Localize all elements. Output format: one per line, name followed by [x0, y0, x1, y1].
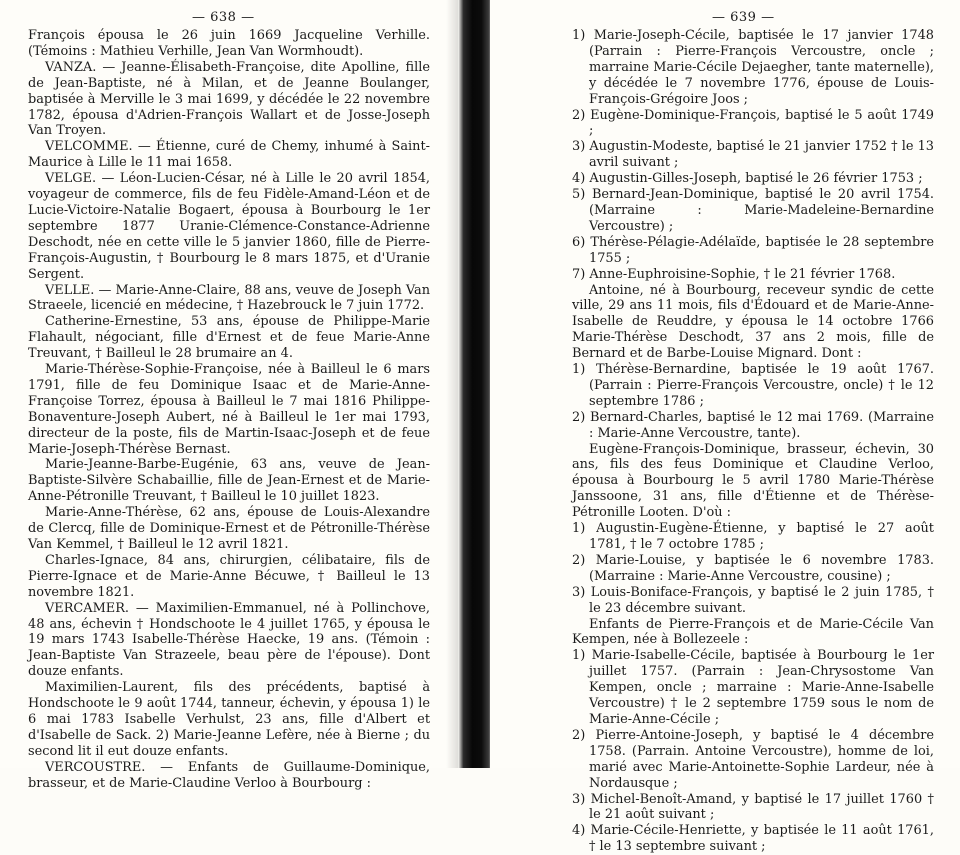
paragraph: 2) Pierre-Antoine-Joseph, y baptisé le 4 décembre 1758. (Parrain. Antoine Vercoustre), homme de loi, marié avec Marie-Antoinette-Sophie Lardeur, née à Nordausque ; — [572, 727, 934, 791]
paragraph: 1) Thérèse-Bernardine, baptisée le 19 août 1767. (Parrain : Pierre-François Vercoustre, oncle) † le 12 septembre 1786 ; — [572, 362, 934, 409]
paragraph: 7) Anne-Euphroisine-Sophie, † le 21 février 1768. — [572, 266, 896, 282]
paragraph: VELCOMME. — Étienne, curé de Chemy, inhumé à Saint-Maurice à Lille le 11 mai 1658. — [28, 139, 430, 171]
paragraph: Marie-Thérèse-Sophie-Françoise, née à Bailleul le 6 mars 1791, fille de feu Dominique Isaac et de Marie-Anne-Françoise Torrez, épousa à Bailleul le 7 mai 1816 Philippe-Bonaventure-Joseph Aubert, né à Bailleul le 1er mai 1793, directeur de la poste, fils de Martin-Isaac-Joseph et de feue Marie-Joseph-Thérèse Bernast. — [28, 362, 430, 457]
paragraph: 3) Michel-Benoît-Amand, y baptisé le 17 juillet 1760 † le 21 août suivant ; — [572, 791, 934, 823]
paragraph: Eugène-François-Dominique, brasseur, échevin, 30 ans, fils des feus Dominique et Claudine Verloo, épousa à Bourbourg le 5 avril 1780 Marie-Thérèse Janssoone, 31 ans, fille d'Étienne et de Thérèse-Pétronille Looten. D'où : — [572, 441, 934, 521]
paragraph: Enfants de Pierre-François et de Marie-Cécile Van Kempen, née à Bollezeele : — [572, 616, 934, 648]
paragraph: 1) Augustin-Eugène-Étienne, y baptisé le 27 août 1781, † le 7 octobre 1785 ; — [572, 521, 934, 552]
paragraph: Marie-Jeanne-Barbe-Eugénie, 63 ans, veuve de Jean-Baptiste-Silvère Schabaillie, fille de Jean-Ernest et de Marie-Anne-Pétronille Treuvant, † Bailleul le 10 juillet 1823. — [28, 457, 430, 505]
paragraph: 1) Marie-Joseph-Cécile, baptisée le 17 janvier 1748 (Parrain : Pierre-François Vercoustre, oncle ; marraine Marie-Cécile Dejaegher, tante maternelle), y décédée le 7 novembre 1776, épouse de Louis-François-Grégoire Joos ; — [572, 28, 934, 107]
paragraph: VANZA. — Jeanne-Élisabeth-Françoise, dite Apolline, fille de Jean-Baptiste, né à Milan, et de Jeanne Boulanger, baptisée à Merville le 3 mai 1699, y décédée le 22 novembre 1782, épousa d'Adrien-François Wallart et de Josse-Joseph Van Troyen. — [28, 59, 430, 139]
paragraph: 5) Bernard-Jean-Dominique, baptisé le 20 avril 1754. (Marraine : Marie-Madeleine-Bernardine Vercoustre) ; — [572, 187, 934, 234]
page-text — [28, 28, 430, 792]
paragraph: VERCAMER. — Maximilien-Emmanuel, né à Pollinchove, 48 ans, échevin † Hondschoote le 4 juillet 1765, y épousa le 19 mars 1743 Isabelle-Thérèse Haecke, 19 ans. (Témoin : Jean-Baptiste Van Strazeele, beau père de l'épouse). Dont douze enfants. — [28, 600, 430, 680]
paragraph: VERCOUSTRE. — Enfants de Guillaume-Dominique, brasseur, et de Marie-Claudine Verloo à Bourbourg : — [28, 759, 430, 791]
book-gutter — [458, 0, 494, 768]
paragraph: François épousa le 26 juin 1669 Jacqueline Verhille. (Témoins : Mathieu Verhille, Jean Van Wormhoudt). — [28, 28, 430, 59]
paragraph: 2) Marie-Louise, y baptisée le 6 novembre 1783. (Marraine : Marie-Anne Vercoustre, cousine) ; — [572, 552, 934, 584]
paragraph: 1) Marie-Isabelle-Cécile, baptisée à Bourbourg le 1er juillet 1757. (Parrain : Jean-Chrysostome Van Kempen, oncle ; marraine : Marie-Anne-Isabelle Vercoustre) † le 2 septembre 1759 sous le nom de Marie-Anne-Cécile ; — [572, 648, 934, 727]
page-number: — 638 — — [192, 10, 255, 25]
paragraph: Catherine-Ernestine, 53 ans, épouse de Philippe-Marie Flahault, négociant, fille d'Ernest et de feue Marie-Anne Treuvant, † Bailleul le 28 brumaire an 4. — [28, 314, 430, 362]
right-page — [490, 0, 960, 855]
paragraph: 4) Marie-Cécile-Henriette, y baptisée le 11 août 1761, † le 13 septembre suivant ; — [572, 823, 934, 855]
paragraph: 3) Augustin-Modeste, baptisé le 21 janvier 1752 † le 13 avril suivant ; — [572, 139, 934, 171]
page-text — [572, 28, 934, 855]
paragraph: 2) Bernard-Charles, baptisé le 12 mai 1769. (Marraine : Marie-Anne Vercoustre, tante). — [572, 409, 934, 441]
paragraph: Antoine, né à Bourbourg, receveur syndic de cette ville, 29 ans 11 mois, fils d'Édouard et de Marie-Anne-Isabelle de Reuddre, y épousa le 14 octobre 1766 Marie-Thérèse Deschodt, 37 ans 2 mois, fille de Bernard et de Barbe-Louise Mignard. Dont : — [572, 282, 934, 362]
paragraph: 3) Louis-Boniface-François, y baptisé le 2 juin 1785, † le 23 décembre suivant. — [572, 584, 934, 616]
paragraph: 6) Thérèse-Pélagie-Adélaïde, baptisée le 28 septembre 1755 ; — [572, 234, 934, 266]
paragraph: 2) Eugène-Dominique-François, baptisé le 5 août 1749 ; — [572, 107, 934, 139]
paragraph: Marie-Anne-Thérèse, 62 ans, épouse de Louis-Alexandre de Clercq, fille de Dominique-Ernest et de Pétronille-Thérèse Van Kemmel, † Bailleul le 12 avril 1821. — [28, 505, 430, 552]
left-page — [0, 0, 462, 791]
paragraph: Charles-Ignace, 84 ans, chirurgien, célibataire, fils de Pierre-Ignace et de Marie-Anne Bécuwe, † Bailleul le 13 novembre 1821. — [28, 552, 430, 600]
paragraph: Maximilien-Laurent, fils des précédents, baptisé à Hondschoote le 9 août 1744, tanneur, échevin, y épousa 1) le 6 mai 1783 Isabelle Verhulst, 23 ans, fille d'Albert et d'Isabelle de Sack. 2) Marie-Jeanne Lefère, née à Bierne ; du second lit il eut douze enfants. — [28, 680, 430, 759]
page-number: — 639 — — [712, 10, 775, 25]
paragraph: VELGE. — Léon-Lucien-César, né à Lille le 20 avril 1854, voyageur de commerce, fils de feu Fidèle-Amand-Léon et de Lucie-Victoire-Natalie Bogaert, épousa à Bourbourg le 1er septembre 1877 Uranie-Clémence-Constance-Adrienne Deschodt, née en cette ville le 5 janvier 1860, fille de Pierre-François-Augustin, † Bourbourg le 8 mars 1875, et d'Uranie Sergent. — [28, 171, 430, 282]
paragraph: VELLE. — Marie-Anne-Claire, 88 ans, veuve de Joseph Van Straeele, licencié en médecine, † Hazebrouck le 7 juin 1772. — [28, 282, 430, 314]
paragraph: 4) Augustin-Gilles-Joseph, baptisé le 26 février 1753 ; — [572, 171, 923, 187]
